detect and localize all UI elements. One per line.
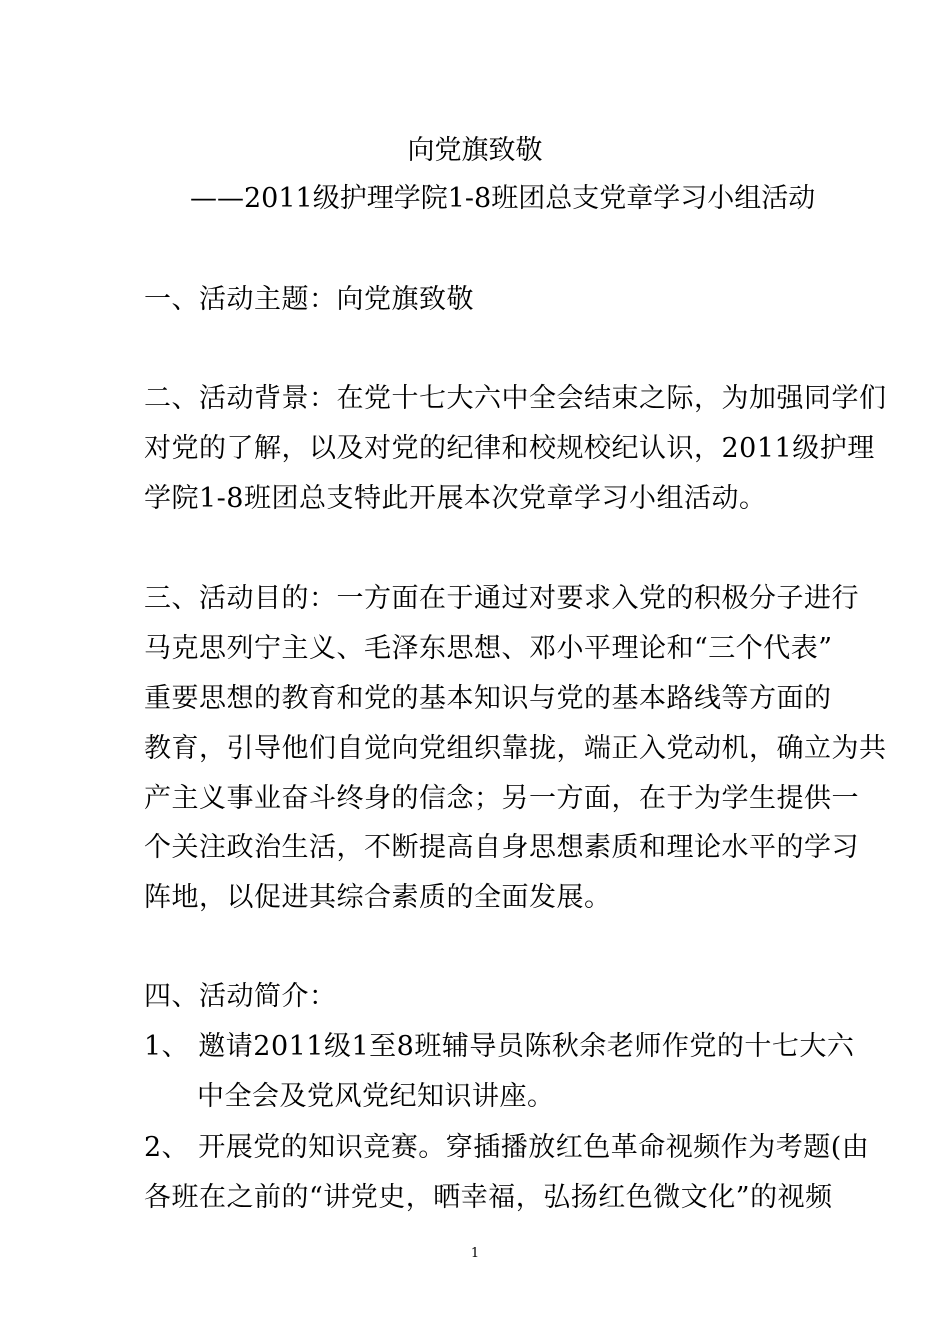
section-3-line-2: 马克思列宁主义、毛泽东思想、邓小平理论和“三个代表” bbox=[144, 633, 833, 664]
item-2-line-2: 各班在之前的“讲党史，晒幸福，弘扬红色微文化”的视频 bbox=[144, 1182, 833, 1213]
item-2-line-1: 2、 开展党的知识竞赛。穿插播放红色革命视频作为考题(由 bbox=[144, 1132, 870, 1163]
section-2-line-1: 二、活动背景：在党十七大六中全会结束之际，为加强同学们 bbox=[144, 383, 887, 414]
page-number: 1 bbox=[470, 1246, 480, 1261]
item-1-line-2: 中全会及党风党纪知识讲座。 bbox=[197, 1081, 555, 1112]
section-3-line-3: 重要思想的教育和党的基本知识与党的基本路线等方面的 bbox=[144, 683, 832, 714]
section-3-line-7: 阵地，以促进其综合素质的全面发展。 bbox=[144, 882, 612, 913]
section-3-line-6: 个关注政治生活，不断提高自身思想素质和理论水平的学习 bbox=[144, 832, 859, 863]
document-subtitle: ——2011级护理学院1-8班团总支党章学习小组活动 bbox=[190, 183, 816, 214]
section-3-line-1: 三、活动目的：一方面在于通过对要求入党的积极分子进行 bbox=[144, 583, 859, 614]
section-3-line-4: 教育，引导他们自觉向党组织靠拢，端正入党动机，确立为共 bbox=[144, 733, 887, 764]
section-2-line-3: 学院1-8班团总支特此开展本次党章学习小组活动。 bbox=[144, 483, 767, 514]
section-1-theme: 一、活动主题：向党旗致敬 bbox=[144, 284, 474, 315]
section-4-heading: 四、活动简介： bbox=[144, 981, 337, 1012]
item-1-line-1: 1、 邀请2011级1至8班辅导员陈秋余老师作党的十七大六 bbox=[144, 1031, 855, 1062]
document-title: 向党旗致敬 bbox=[407, 135, 543, 166]
section-3-line-5: 产主义事业奋斗终身的信念；另一方面，在于为学生提供一 bbox=[144, 783, 859, 814]
section-2-line-2: 对党的了解，以及对党的纪律和校规校纪认识，2011级护理 bbox=[144, 433, 875, 464]
